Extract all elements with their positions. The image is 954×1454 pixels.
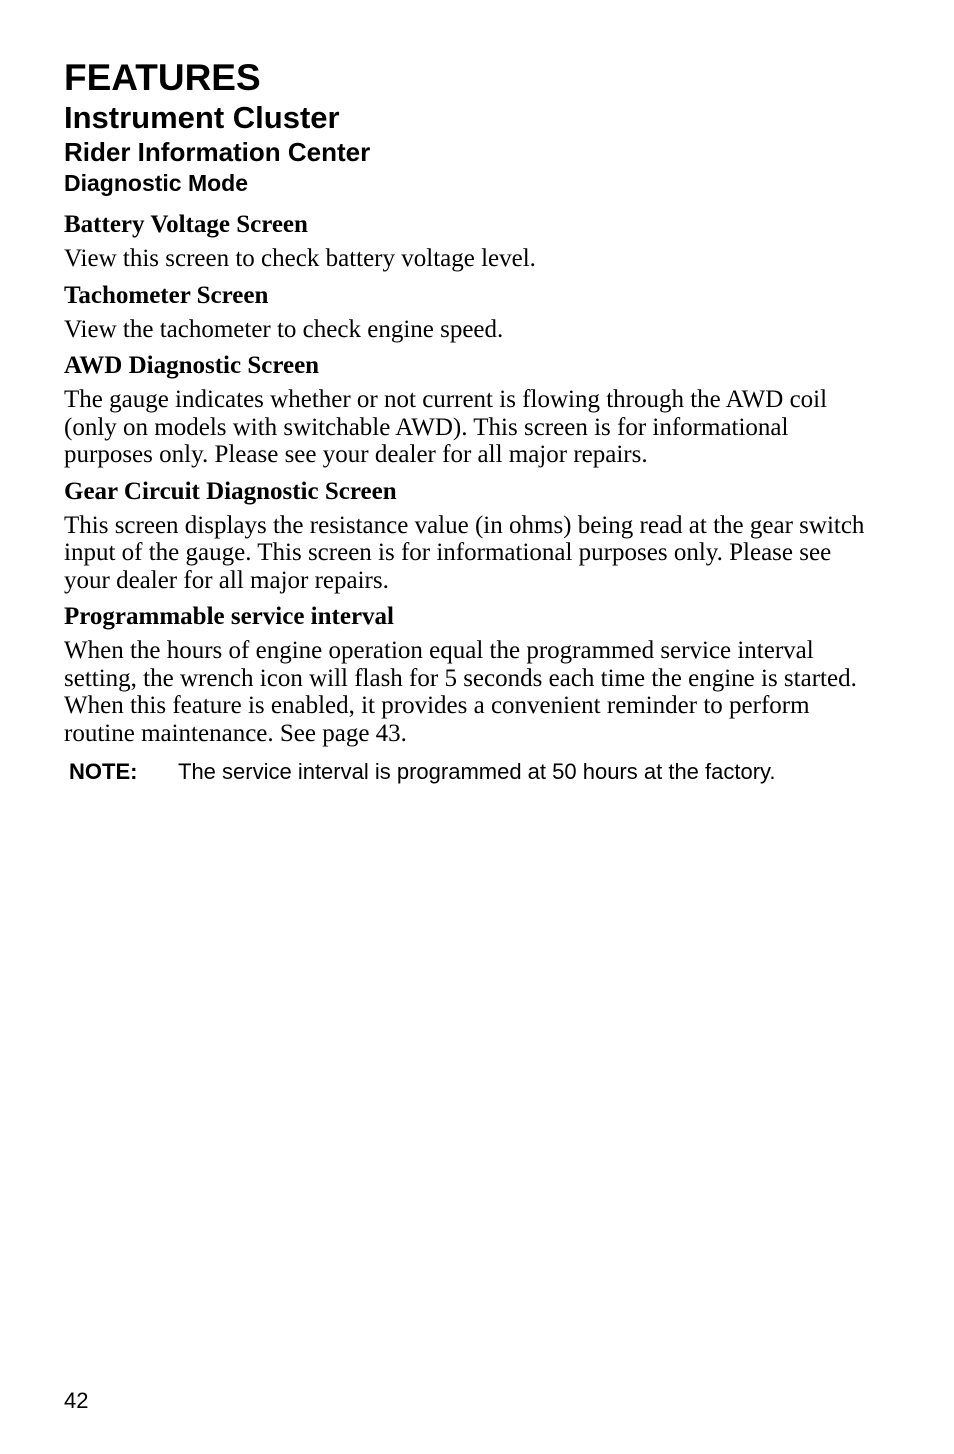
- battery-voltage-section: [64, 210, 874, 273]
- mode-title: Diagnostic Mode: [64, 170, 249, 196]
- tachometer-section: [64, 281, 874, 344]
- note-text: The service interval is programmed at 50 hours at the factory.: [178, 759, 776, 784]
- section-text: View this screen to check battery voltage level.: [64, 245, 536, 272]
- awd-diagnostic-section: [64, 351, 874, 469]
- section-text: View the tachometer to check engine speed.: [64, 315, 504, 343]
- section-text: This screen displays the resistance value (in ohms) being read at the gear switch input of the gauge. This screen is for informational purposes only. Please see your dealer for all major repairs.: [64, 511, 865, 594]
- note-label: NOTE:: [69, 759, 138, 784]
- section-heading: Battery Voltage Screen: [64, 211, 308, 238]
- note-block: [69, 759, 874, 784]
- section-text: The gauge indicates whether or not current is flowing through the AWD coil (only on models with switchable AWD). This screen is for informational purposes only. Please see your dealer for all major repairs.: [64, 386, 828, 468]
- section-heading: Tachometer Screen: [64, 281, 269, 309]
- section-heading: Programmable service interval: [64, 603, 394, 630]
- page-number: 42: [64, 1388, 89, 1413]
- section-text: When the hours of engine operation equal the programmed service interval setting, the wrench icon will flash for 5 seconds each time the engine is started. When this feature is enabled, it provides a convenient reminder to perform routine maintenance. See page 43.: [64, 637, 857, 747]
- gear-circuit-section: [64, 477, 874, 595]
- section-title: Instrument Cluster: [64, 100, 340, 135]
- page-content: [64, 56, 874, 784]
- service-interval-section: [64, 602, 874, 747]
- section-heading: Gear Circuit Diagnostic Screen: [64, 477, 397, 505]
- section-heading: AWD Diagnostic Screen: [64, 352, 320, 379]
- subsection-title: Rider Information Center: [64, 137, 371, 167]
- chapter-title: FEATURES: [64, 57, 261, 98]
